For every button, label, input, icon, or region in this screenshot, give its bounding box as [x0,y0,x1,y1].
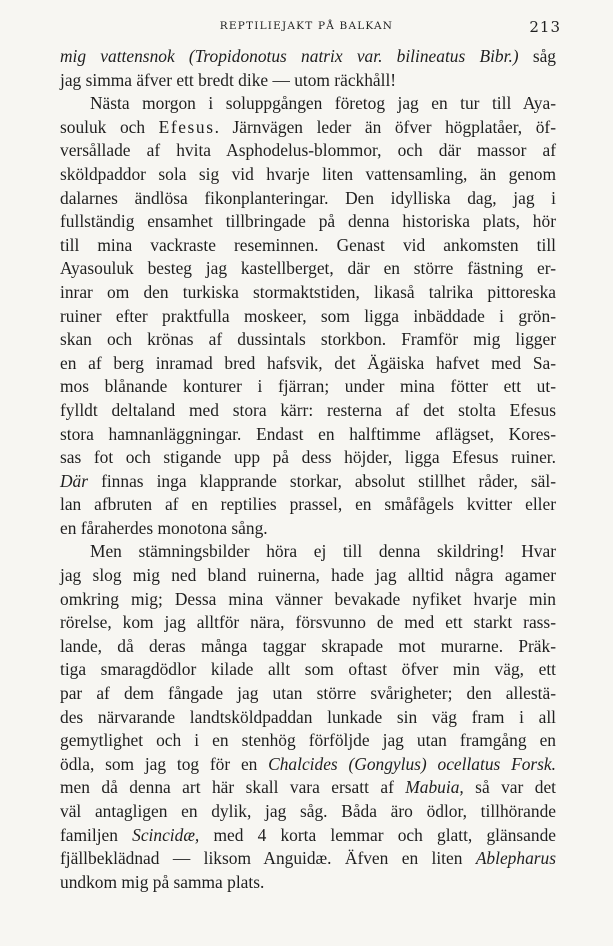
text-segment: jag simma äfver ett bredt dike — utom räckhåll! [60,69,397,90]
italic-text: Scincidæ, [132,824,200,845]
text-segment: tiga smaragdödlor kilade allt som oftast öfver min väg, ett [60,659,556,680]
text-line [60,540,556,564]
text-segment: inrar om den turkiska stormaktstiden, likaså talrika pittoreska [60,281,556,302]
text-segment: så var det [463,777,556,798]
text-line [60,776,556,800]
text-line [60,163,556,187]
running-head: REPTILIEJAKT PÅ BALKAN [219,20,394,32]
text-segment: Ayasouluk besteg jag kastellberget, där en större fästning er- [60,258,556,279]
text-segment: stora hamnanläggningar. Endast en halftimme aflägset, Kores- [60,423,556,444]
italic-text: Mabuia, [405,777,464,798]
text-line [60,116,556,140]
text-line [60,493,556,517]
text-segment: fullständig ensamhet tillbringade på denna historiska plats, hör [60,211,556,232]
text-segment: fylldt deltaland med stora kärr: resterna af det stolta Efesus [60,399,556,420]
text-line [60,847,556,871]
text-line [60,234,556,258]
text-line [60,328,556,352]
text-line [60,352,556,376]
text-segment: jag slog mig ned bland ruinerna, hade jag alltid några agamer [60,565,556,586]
body-text [60,45,556,894]
text-segment: såg [518,46,557,66]
text-line [60,45,556,69]
text-line [60,281,556,305]
italic-text: Där [60,470,89,491]
text-line [60,92,556,116]
text-segment: men då denna art här skall vara ersatt af [60,777,406,798]
text-segment: omkring mig; Dessa mina vänner bevakade nyfiket hvarje min [60,588,556,609]
text-line [60,682,556,706]
text-line [60,305,556,329]
text-line [60,611,556,635]
text-segment: väl antagligen en dylik, jag såg. Båda äro ödlor, tillhörande [60,801,556,821]
text-line [60,257,556,281]
text-line [60,517,556,541]
text-segment: sköldpaddor sola sig vid hvarje liten vattensamling, än genom [60,163,556,184]
text-segment: familjen [60,824,133,845]
text-segment: en af berg inramad bred hafsvik, det Ägäiska hafvet med Sa- [60,352,556,373]
text-segment: till mina vackraste reseminnen. Genast vid ankomsten till [60,234,556,255]
text-line [60,399,556,423]
italic-text: Ablepharus [475,848,556,869]
text-segment: ruiner efter praktfulla moskeer, som ligga inbäddade i grön- [60,305,556,326]
text-segment: lan afbruten af en reptilies prassel, en småfågels kvitter eller [60,494,556,515]
text-line [60,470,556,494]
text-line [60,210,556,234]
text-segment: par af dem fångade jag utan större svårigheter; den allestä- [60,683,556,704]
text-segment: gemytlighet och i en stenhög förföljde jag utan framgång en [60,730,556,751]
text-line [60,800,556,824]
spaced-text: Efesus [158,116,215,137]
text-segment: ödla, som jag tog för en [60,753,269,774]
text-line [60,871,556,895]
text-line [60,375,556,399]
text-segment: . Järnvägen leder än öfver högplatåer, öf- [214,116,556,137]
page-number: 213 [529,18,561,36]
text-line [60,635,556,659]
text-line [60,139,556,163]
italic-text: mig vattensnok (Tropidonotus natrix var. bilineatus Bibr.) [60,46,519,66]
text-segment: des närvarande landtsköldpaddan lunkade sin väg fram i all [60,706,556,727]
text-segment: Nästa morgon i soluppgången företog jag en tur till Aya- [90,93,556,114]
text-line [60,729,556,753]
text-segment: skan och krönas af dussintals storkbon. Framför mig ligger [60,329,556,350]
text-line [60,706,556,730]
text-line [60,564,556,588]
text-segment: souluk och [60,116,159,137]
text-line [60,423,556,447]
text-segment: fjällbeklädnad — liksom Anguidæ. Äfven en liten [60,848,476,869]
text-line [60,588,556,612]
text-segment: rörelse, kom jag alltför nära, försvunno de med ett starkt rass- [60,612,556,633]
text-line [60,446,556,470]
text-line [60,187,556,211]
text-segment: dalarnes ändlösa fikonplanteringar. Den idylliska dag, jag i [60,187,556,208]
text-line [60,753,556,777]
text-segment: finnas inga klapprande storkar, absolut stillhet råder, säl- [88,470,556,491]
text-line [60,658,556,682]
text-segment: mos blånande konturer i fjärran; under mina fötter ett ut- [60,376,556,397]
text-segment: lande, då deras många taggar skrapade mot murarne. Präk- [60,635,556,656]
text-segment: undkom mig på samma plats. [60,871,265,892]
italic-text: Chalcides (Gongylus) ocellatus Forsk. [268,753,556,774]
text-segment: med 4 korta lemmar och glatt, glänsande [199,824,556,845]
text-line [60,824,556,848]
text-segment: versållade af hvita Asphodelus-blommor, och där massor af [60,140,556,161]
text-segment: sas fot och stigande upp på dess höjder, ligga Efesus ruiner. [60,447,556,468]
text-line [60,69,556,93]
text-segment: en fåraherdes monotona sång. [60,517,268,538]
text-segment: Men stämningsbilder höra ej till denna skildring! Hvar [90,541,556,562]
